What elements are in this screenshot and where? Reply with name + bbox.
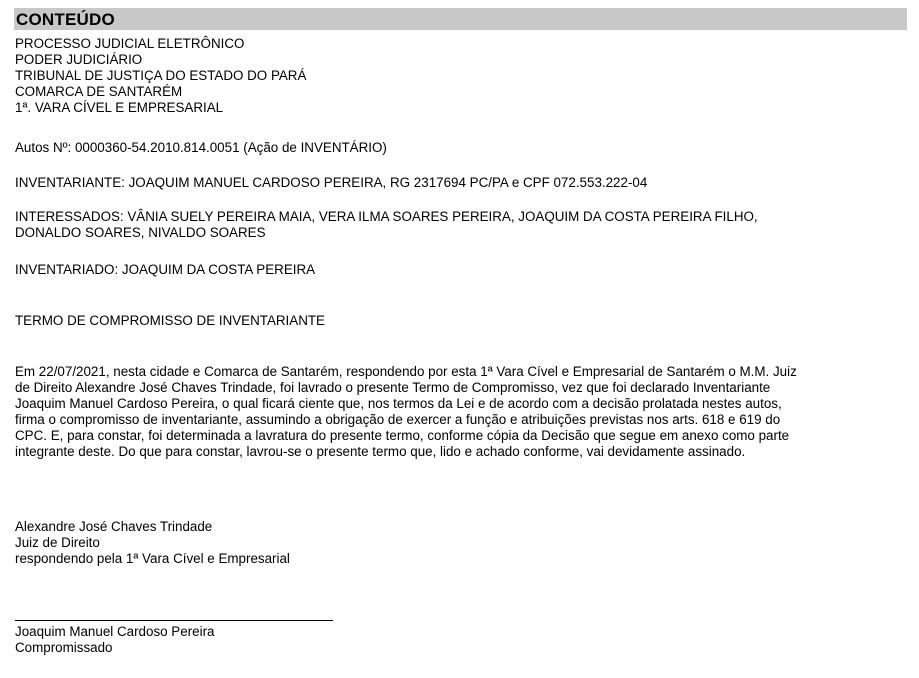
interessados-line: DONALDO SOARES, NIVALDO SOARES (15, 225, 266, 240)
inventariado-text: INVENTARIADO: JOAQUIM DA COSTA PEREIRA (15, 262, 316, 277)
case-number (15, 140, 905, 156)
heading-line: PROCESSO JUDICIAL ELETRÔNICO (15, 36, 245, 51)
signatory-block (15, 624, 905, 656)
body-line: de Direito Alexandre José Chaves Trindade, foi lavrado o presente Termo de Compromisso, vez que foi declarado Inventariante (15, 380, 771, 395)
body-line: Em 22/07/2021, nesta cidade e Comarca de Santarém, respondendo por esta 1ª Vara Cível e Empresarial de Santarém o M.M. Juiz (15, 364, 797, 379)
body-line: Joaquim Manuel Cardoso Pereira, o qual ficará ciente que, nos termos da Lei e de acordo com a decisão prolatada nestes autos, (15, 396, 782, 411)
section-header-bar (14, 8, 907, 30)
heading-line: PODER JUDICIÁRIO (15, 52, 143, 67)
inventariante (15, 175, 905, 191)
body-line: firma o compromisso de inventariante, assumindo a obrigação de exercer a função e atribuições previstas nos arts. 618 e 619 do (15, 412, 781, 427)
section-title: CONTEÚDO (16, 10, 115, 29)
judge-note: respondendo pela 1ª Vara Cível e Empresarial (15, 551, 290, 566)
termo-title (15, 313, 905, 329)
judge-name: Alexandre José Chaves Trindade (15, 519, 213, 534)
termo-title-text: TERMO DE COMPROMISSO DE INVENTARIANTE (15, 313, 325, 328)
termo-body (15, 364, 905, 460)
case-number-text: Autos Nº: 0000360-54.2010.814.0051 (Ação de INVENTÁRIO) (15, 140, 387, 155)
interessados (15, 209, 905, 241)
heading-line: TRIBUNAL DE JUSTIÇA DO ESTADO DO PARÁ (15, 68, 307, 83)
heading-line: COMARCA DE SANTARÉM (15, 84, 183, 99)
inventariante-text: INVENTARIANTE: JOAQUIM MANUEL CARDOSO PEREIRA, RG 2317694 PC/PA e CPF 072.553.222-04 (15, 175, 648, 190)
judge-signature-block (15, 519, 905, 567)
body-line: CPC. E, para constar, foi determinada a lavratura do presente termo, conforme cópia da Decisão que segue em anexo como parte (15, 428, 790, 443)
court-heading (15, 36, 905, 116)
inventariado (15, 262, 905, 278)
signatory-role: Compromissado (15, 640, 113, 655)
interessados-line: INTERESSADOS: VÂNIA SUELY PEREIRA MAIA, VERA ILMA SOARES PEREIRA, JOAQUIM DA COSTA PEREIRA FILHO, (15, 209, 758, 224)
judge-role: Juiz de Direito (15, 535, 100, 550)
heading-line: 1ª. VARA CÍVEL E EMPRESARIAL (15, 100, 224, 115)
signatory-name: Joaquim Manuel Cardoso Pereira (15, 624, 215, 639)
body-line: integrante deste. Do que para constar, lavrou-se o presente termo que, lido e achado conforme, vai devidamente assinado. (15, 444, 746, 459)
signature-line (15, 620, 333, 621)
